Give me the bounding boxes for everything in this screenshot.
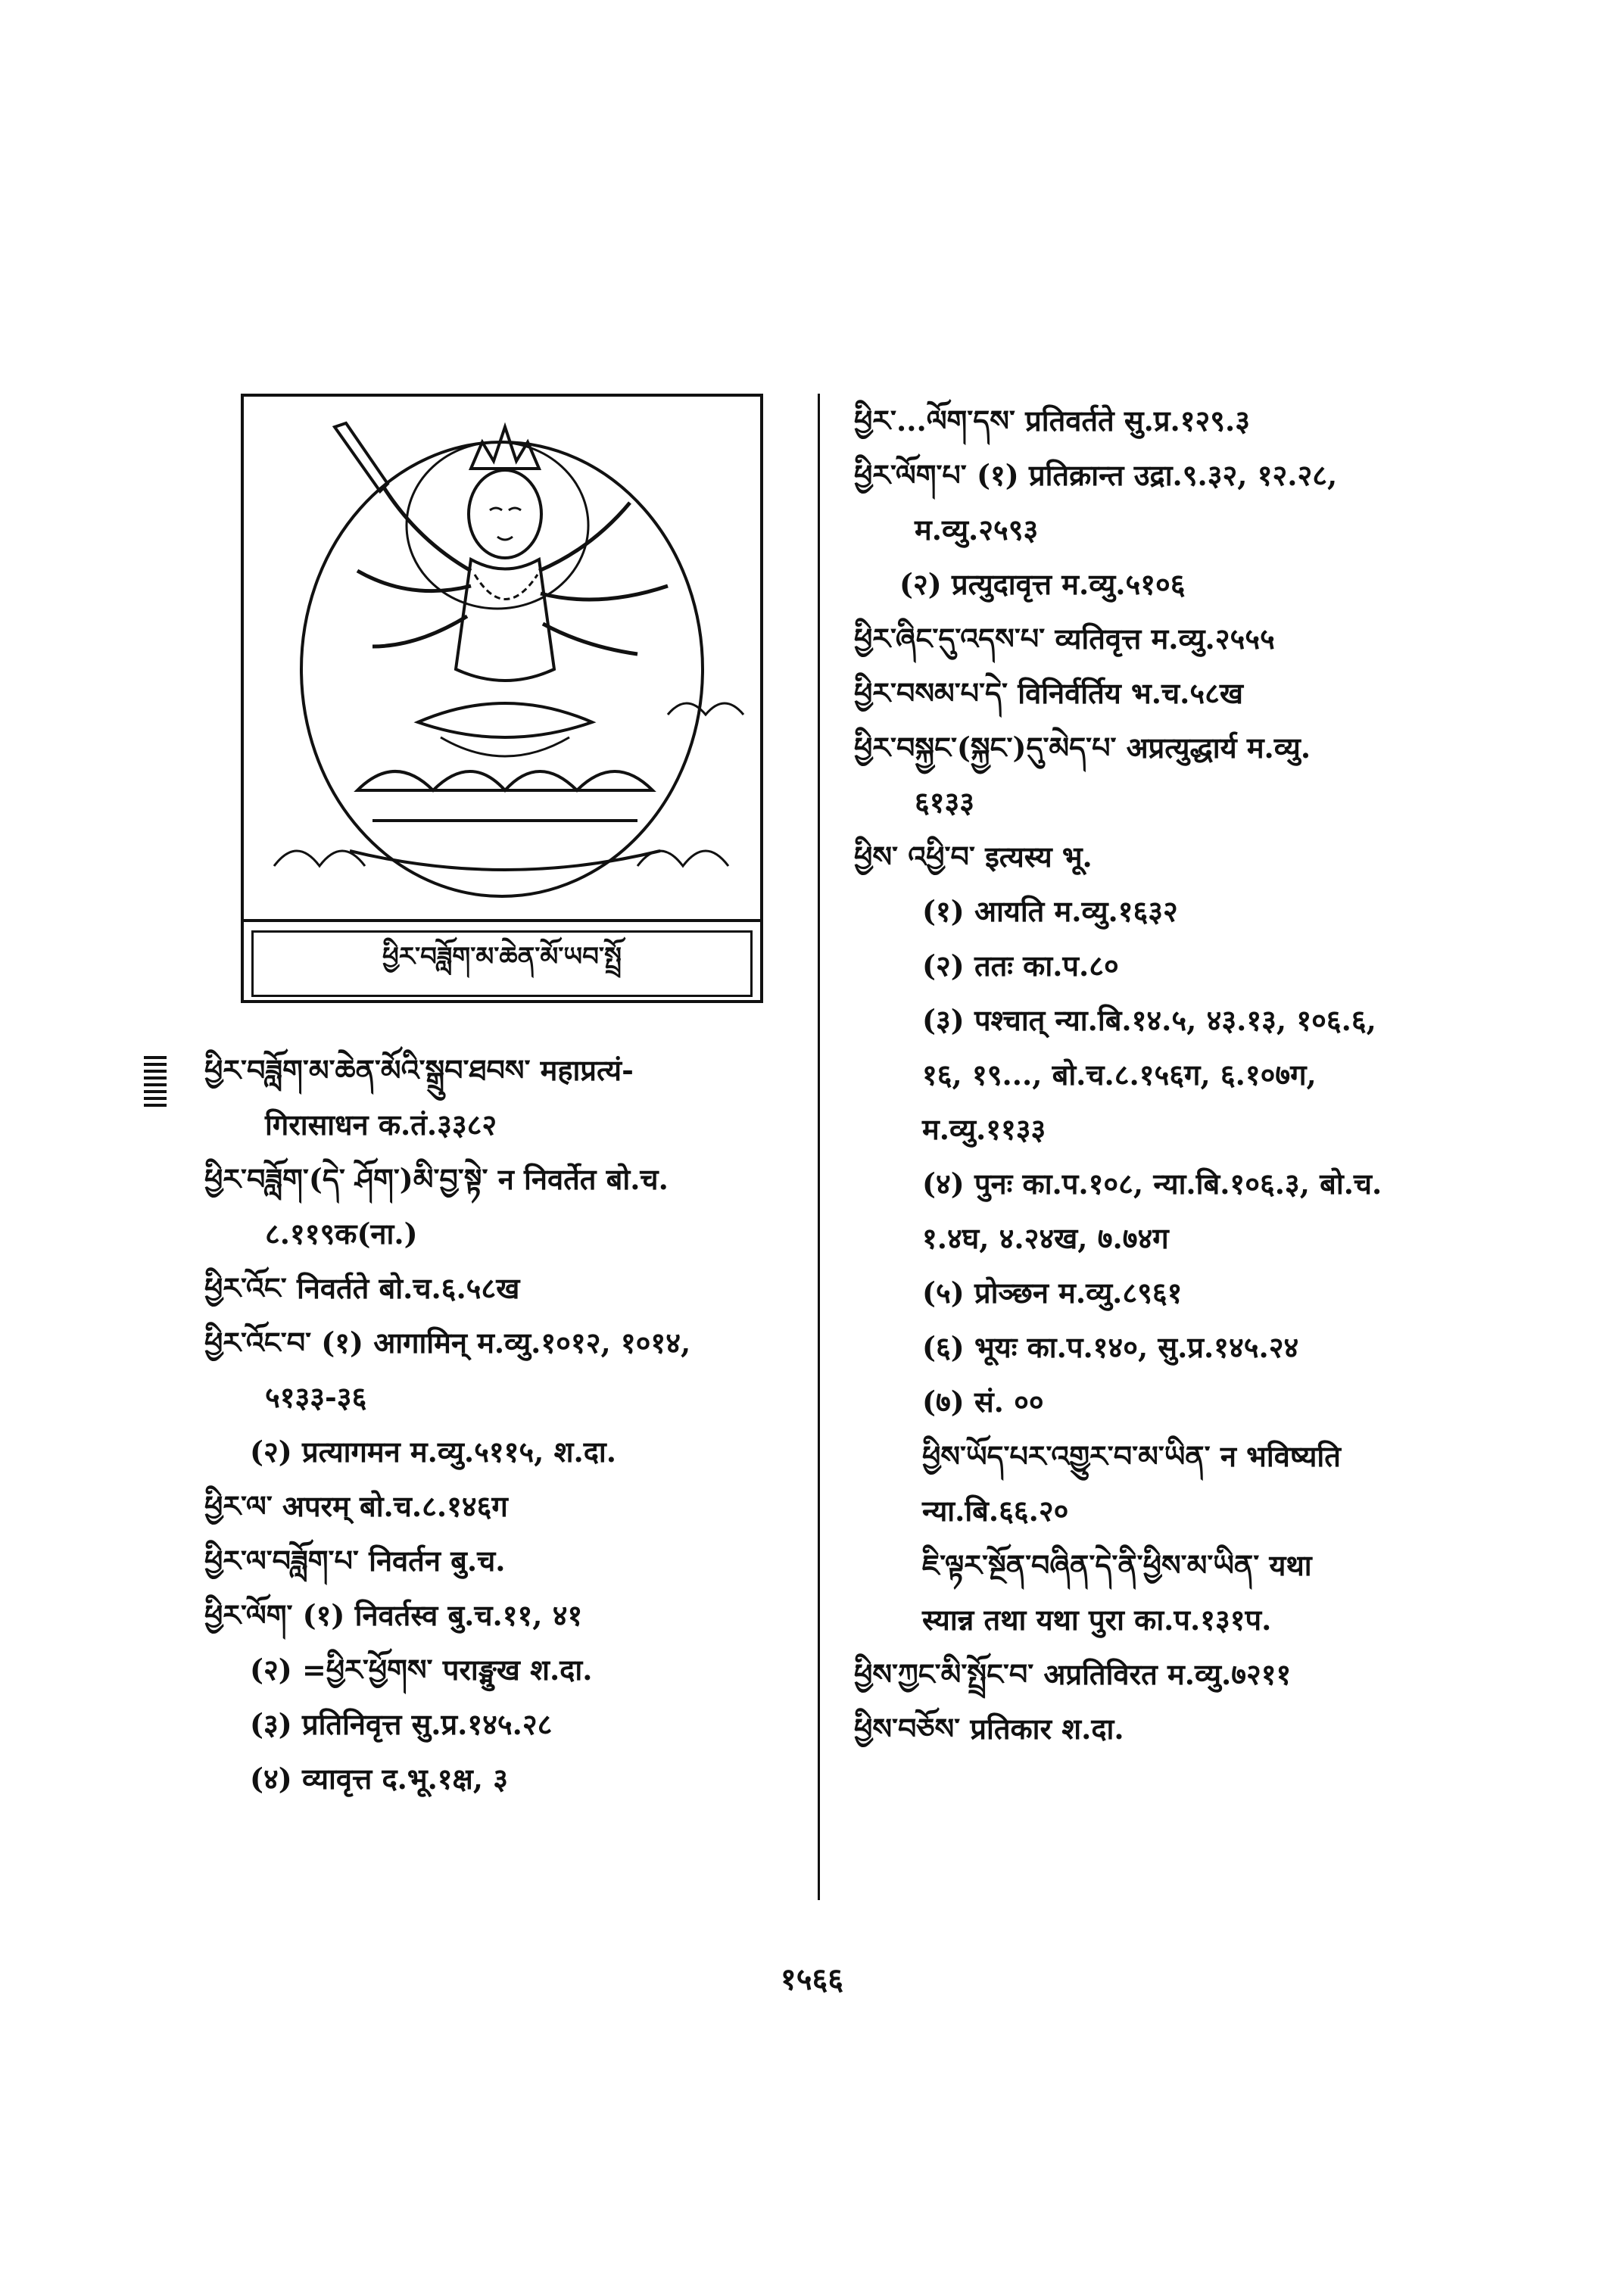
- dictionary-entry-line: ཕྱིར་བཟློག་(དེ་ ཤོག་)མི་བྱ་སྟེ་ न निवर्तेत बो.च.: [204, 1162, 669, 1196]
- dictionary-entry-line: (६) भूयः का.प.१४०, सु.प्र.१४५.२४: [922, 1330, 1299, 1364]
- dictionary-entry-line: ८.११९क(ना.): [265, 1217, 418, 1251]
- dictionary-entry-line: १६, १९..., बो.च.८.१५६ग, ६.१०७ग,: [922, 1058, 1317, 1092]
- dictionary-entry-line: (२) =ཕྱིར་ཕྱོགས་ पराङ्मुख श.दा.: [250, 1653, 593, 1687]
- dictionary-entry-line: ཕྱིས་ འཕྱི་བ་ इत्यस्य भू.: [854, 840, 1093, 874]
- dictionary-entry-line: (२) प्रत्युदावृत्त म.व्यु.५१०६: [899, 567, 1186, 601]
- dictionary-entry-line: स्यान्न तथा यथा पुरा का.प.१३१प.: [922, 1603, 1272, 1637]
- dictionary-entry-line: (४) व्यावृत्त द.भू.१क्ष, ३: [250, 1762, 509, 1796]
- dictionary-entry-line: ཕྱིར་ལ་ अपरम् बो.च.८.१४६ग: [204, 1489, 508, 1523]
- dictionary-entry-line: ५१३३-३६: [265, 1380, 367, 1414]
- dictionary-entry-line: (४) पुनः का.प.१०८, न्या.बि.१०६.३, बो.च.: [922, 1167, 1382, 1201]
- deity-drawing: [244, 397, 760, 922]
- dictionary-entry-line: म.व्यु.२५९३: [915, 512, 1039, 547]
- dictionary-entry-line: (२) प्रत्यागमन म.व्यु.५११५, श.दा.: [250, 1435, 616, 1469]
- deity-illustration: [241, 394, 763, 1003]
- dictionary-entry-line: (७) सं. ००: [922, 1385, 1044, 1419]
- page-number: १५६६: [780, 1961, 844, 1997]
- dictionary-entry-line: ཕྱིས་ཀྱང་མི་སྤྲོང་བ་ अप्रतिविरत म.व्यु.७२११: [854, 1657, 1292, 1691]
- illustration-caption: ཕྱིར་བཟློག་མ་ཆེན་མོ་ཡབ་སྤྲོ: [251, 930, 753, 997]
- dictionary-entry-line: १.४घ, ४.२४ख, ७.७४ग: [922, 1221, 1169, 1255]
- dictionary-entry-line: (२) ततः का.प.८०: [922, 949, 1119, 983]
- dictionary-entry-line: ཕྱིར་...ལོག་དས་ प्रतिवर्तते सु.प्र.१२९.३: [854, 403, 1250, 438]
- dictionary-entry-line: ཕྱིས་ཡོད་པར་འགྱུར་བ་མ་ཡིན་ न भविष्यति: [922, 1439, 1341, 1473]
- dictionary-entry-line: न्या.बि.६६.२०: [922, 1494, 1069, 1528]
- dictionary-entry-line: ཕྱིར་བསམ་པ་དེ་ विनिर्वर्तिय भ.च.५८ख: [854, 676, 1243, 710]
- dictionary-entry-line: गिरासाधन क.तं.३३८२: [265, 1108, 497, 1142]
- deity-drawing-icon: [244, 397, 760, 919]
- dictionary-entry-line: ཕྱིར་ལོག་པ་ (१) प्रतिक्रान्त उद्रा.९.३२, १२.२८,: [854, 458, 1338, 492]
- dictionary-entry-line: (३) प्रतिनिवृत्त सु.प्र.१४५.२८: [250, 1707, 553, 1741]
- column-divider: [818, 394, 820, 1900]
- dictionary-entry-line: ཕྱིར་བཟློག་མ་ཆེན་མོའི་སྒྲུབ་ཐབས་ महाप्रत्यं-: [204, 1053, 634, 1087]
- dictionary-entry-line: ཇི་ལྟར་སྔོན་བཞིན་དེ་ནི་ཕྱིས་མ་ཡིན་ यथा: [922, 1548, 1312, 1582]
- dictionary-entry-line: (३) पश्चात् न्या.बि.१४.५, ४३.१३, १०६.६,: [922, 1003, 1376, 1037]
- left-column: [204, 1043, 803, 1806]
- dictionary-entry-line: (१) आयति म.व्यु.१६३२: [922, 894, 1178, 928]
- dictionary-entry-line: म.व्यु.११३३: [922, 1112, 1046, 1146]
- dictionary-entry-line: ཕྱིར་བསྐྱང་(སྐྱང་)དུ་མེད་པ་ अप्रत्युद्धार्य म.व्यु.: [854, 731, 1311, 765]
- dictionary-entry-line: (५) प्रोञ्छन म.व्यु.८९६१: [922, 1276, 1183, 1310]
- dictionary-entry-line: ६१३३: [915, 785, 975, 819]
- right-column: [854, 394, 1535, 1756]
- dictionary-entry-line: ཕྱིས་བཅོས་ प्रतिकार श.दा.: [854, 1712, 1124, 1746]
- dictionary-entry-line: ཕྱིར་ལ་བཟློག་པ་ निवर्तन बु.च.: [204, 1544, 506, 1578]
- dictionary-entry-line: ཕྱིར་ཞིང་དུ་འདས་པ་ व्यतिवृत्त म.व्यु.२५५५: [854, 622, 1275, 656]
- margin-marker-icon: [144, 1056, 167, 1109]
- dictionary-entry-line: ཕྱིར་འོང་བ་ (१) आगामिन् म.व्यु.१०१२, १०१४,: [204, 1326, 691, 1360]
- dictionary-entry-line: ཕྱིར་ལོག་ (१) निवर्तस्व बु.च.११, ४१: [204, 1598, 583, 1632]
- dictionary-entry-line: ཕྱིར་འོང་ निवर्तते बो.च.६.५८ख: [204, 1271, 520, 1305]
